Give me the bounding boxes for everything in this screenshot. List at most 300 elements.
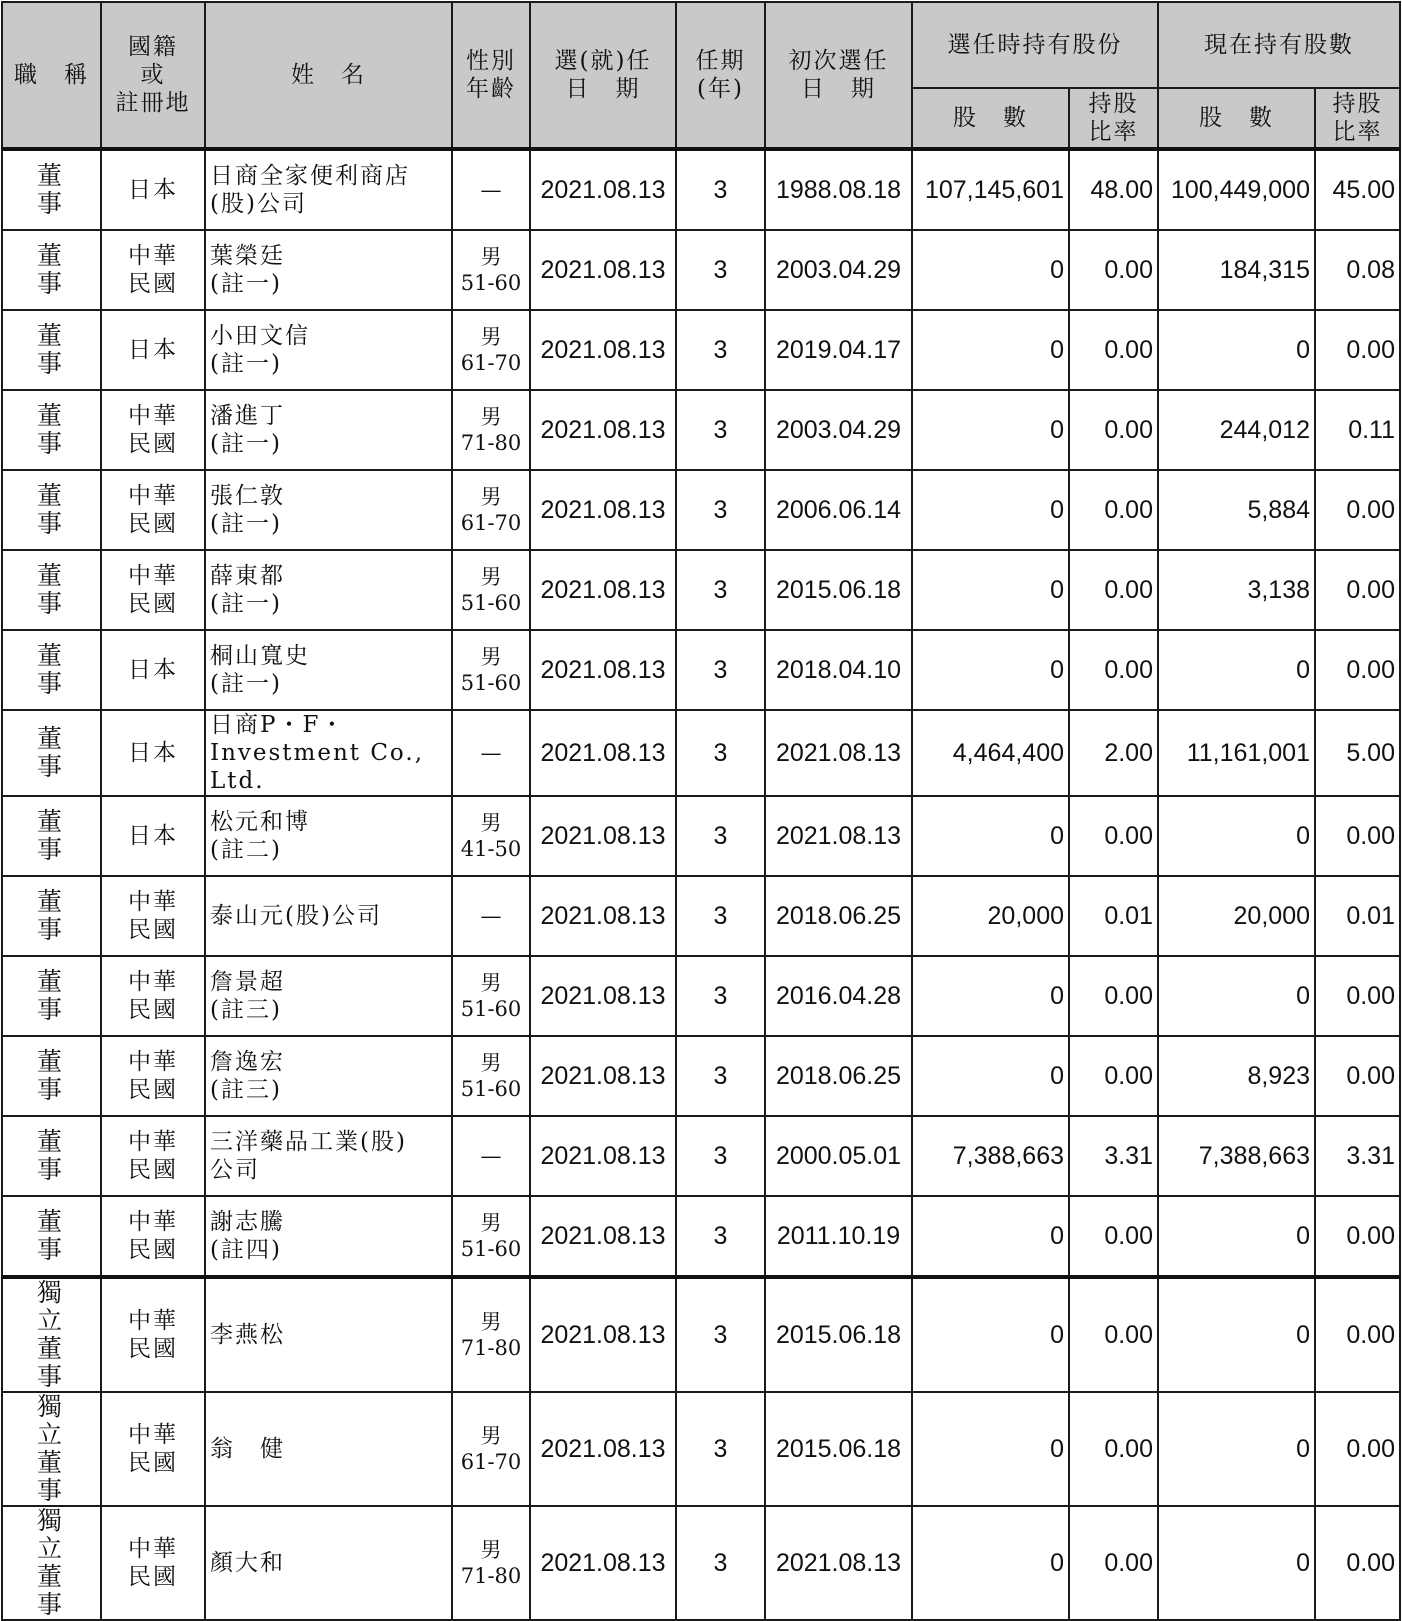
cell-first-elected-text: 1988.08.18 <box>775 176 902 204</box>
table-row <box>2 149 1400 230</box>
cell-current-ratio-text: 0.00 <box>1346 576 1395 604</box>
cell-current-ratio <box>1315 956 1400 1036</box>
cell-ratio-at-election-text: 0.00 <box>1104 1222 1153 1250</box>
cell-ratio-at-election <box>1069 149 1158 230</box>
cell-name <box>205 796 452 876</box>
cell-title <box>2 310 108 390</box>
cell-gender-age-text: 男 61-70 <box>460 485 522 535</box>
table-row <box>2 796 1400 876</box>
cell-appointed-date <box>530 470 676 550</box>
cell-title-text: 董 事 <box>36 161 108 218</box>
cell-name-text: 日商全家便利商店 (股)公司 <box>210 163 410 217</box>
cell-gender-age <box>452 149 530 230</box>
cell-gender-age-text: 男 71-80 <box>460 405 522 455</box>
cell-title <box>2 630 108 710</box>
cell-title-text: 董 事 <box>36 887 108 944</box>
cell-appointed-date <box>530 1036 676 1116</box>
table-row <box>2 1196 1400 1277</box>
cell-current-ratio-text: 0.00 <box>1346 1321 1395 1349</box>
cell-first-elected-text: 2015.06.18 <box>775 1435 902 1463</box>
cell-title-text: 獨 立 董 事 <box>36 1392 72 1505</box>
header-shares-election-count: 股 數 <box>912 88 1069 149</box>
cell-nationality <box>101 1277 205 1392</box>
cell-shares-at-election <box>912 876 1069 956</box>
cell-current-ratio-text: 0.11 <box>1348 416 1395 444</box>
cell-shares-at-election-text: 0 <box>1050 1321 1064 1349</box>
cell-current-ratio <box>1315 1506 1400 1620</box>
cell-name <box>205 1506 452 1620</box>
cell-appointed-date <box>530 956 676 1036</box>
cell-shares-at-election <box>912 1196 1069 1277</box>
cell-name <box>205 470 452 550</box>
cell-title-text: 董 事 <box>36 321 108 378</box>
cell-appointed-date-text: 2021.08.13 <box>540 336 666 364</box>
cell-title <box>2 390 108 470</box>
cell-appointed-date <box>530 1277 676 1392</box>
cell-first-elected <box>765 710 912 796</box>
cell-term-text: 3 <box>713 256 728 284</box>
header-appointed-date: 選(就)任 日 期 <box>530 2 676 149</box>
cell-title-text: 董 事 <box>36 481 108 538</box>
cell-current-shares <box>1158 1506 1315 1620</box>
cell-title <box>2 796 108 876</box>
cell-ratio-at-election <box>1069 470 1158 550</box>
cell-appointed-date-text: 2021.08.13 <box>540 902 666 930</box>
cell-nationality-text: 日本 <box>128 823 178 849</box>
cell-current-shares <box>1158 796 1315 876</box>
cell-shares-at-election-text: 0 <box>1050 416 1064 444</box>
cell-ratio-at-election-text: 0.00 <box>1104 822 1153 850</box>
cell-current-ratio <box>1315 710 1400 796</box>
cell-name <box>205 1277 452 1392</box>
cell-title-text: 董 事 <box>36 641 108 698</box>
cell-shares-at-election-text: 0 <box>1050 256 1064 284</box>
cell-term-text: 3 <box>713 1142 728 1170</box>
cell-name-text: 葉榮廷 (註一) <box>210 243 285 297</box>
cell-current-shares-text: 184,315 <box>1219 256 1310 284</box>
cell-ratio-at-election <box>1069 710 1158 796</box>
cell-term-text: 3 <box>713 982 728 1010</box>
cell-current-ratio <box>1315 876 1400 956</box>
cell-current-ratio-text: 0.01 <box>1346 902 1395 930</box>
cell-nationality-text: 中華 民國 <box>128 1422 178 1476</box>
cell-shares-at-election-text: 7,388,663 <box>952 1142 1064 1170</box>
cell-appointed-date <box>530 550 676 630</box>
cell-first-elected <box>765 550 912 630</box>
cell-name <box>205 1392 452 1506</box>
cell-term-text: 3 <box>713 1222 728 1250</box>
cell-ratio-at-election <box>1069 796 1158 876</box>
cell-gender-age <box>452 1506 530 1620</box>
cell-nationality <box>101 1116 205 1196</box>
cell-nationality <box>101 876 205 956</box>
cell-term-text: 3 <box>713 1062 728 1090</box>
cell-name <box>205 550 452 630</box>
cell-term-text: 3 <box>713 416 728 444</box>
table-row <box>2 1392 1400 1506</box>
cell-term <box>676 710 765 796</box>
cell-name <box>205 1196 452 1277</box>
cell-term-text: 3 <box>713 1549 728 1577</box>
cell-shares-at-election <box>912 710 1069 796</box>
header-gender-age: 性別 年齡 <box>452 2 530 149</box>
cell-term <box>676 876 765 956</box>
cell-term <box>676 1392 765 1506</box>
cell-title-text: 董 事 <box>36 401 108 458</box>
table-row <box>2 310 1400 390</box>
cell-first-elected <box>765 1277 912 1392</box>
cell-shares-at-election-text: 0 <box>1050 1062 1064 1090</box>
cell-nationality <box>101 1196 205 1277</box>
cell-shares-at-election-text: 0 <box>1050 982 1064 1010</box>
cell-name <box>205 876 452 956</box>
cell-name-text: 李燕松 <box>210 1322 285 1348</box>
cell-gender-age <box>452 230 530 310</box>
cell-appointed-date-text: 2021.08.13 <box>540 822 666 850</box>
cell-name-text: 張仁敦 (註一) <box>210 483 285 537</box>
cell-ratio-at-election <box>1069 1392 1158 1506</box>
cell-appointed-date-text: 2021.08.13 <box>540 176 666 204</box>
cell-first-elected-text: 2019.04.17 <box>775 336 902 364</box>
table-row <box>2 876 1400 956</box>
cell-name <box>205 1036 452 1116</box>
cell-name <box>205 310 452 390</box>
cell-title <box>2 710 108 796</box>
cell-ratio-at-election-text: 0.00 <box>1104 496 1153 524</box>
cell-gender-age-text: 男 51-60 <box>460 245 522 295</box>
cell-shares-at-election <box>912 1392 1069 1506</box>
cell-gender-age <box>452 310 530 390</box>
header-shares-current-count: 股 數 <box>1158 88 1315 149</box>
cell-gender-age <box>452 876 530 956</box>
cell-current-ratio <box>1315 1116 1400 1196</box>
cell-name <box>205 230 452 310</box>
table-row <box>2 1506 1400 1620</box>
cell-nationality <box>101 149 205 230</box>
cell-ratio-at-election-text: 0.00 <box>1104 576 1153 604</box>
cell-title-text: 董 事 <box>36 561 108 618</box>
cell-title <box>2 230 108 310</box>
cell-nationality-text: 中華 民國 <box>128 563 178 617</box>
cell-current-shares-text: 0 <box>1296 822 1310 850</box>
cell-shares-at-election-text: 0 <box>1050 1222 1064 1250</box>
cell-nationality-text: 日本 <box>128 740 178 766</box>
cell-title <box>2 470 108 550</box>
cell-nationality <box>101 390 205 470</box>
cell-current-shares-text: 0 <box>1296 656 1310 684</box>
table-body <box>2 149 1400 1620</box>
cell-term-text: 3 <box>713 822 728 850</box>
cell-current-shares <box>1158 230 1315 310</box>
cell-nationality-text: 日本 <box>128 337 178 363</box>
header-term: 任期 (年) <box>676 2 765 149</box>
cell-term-text: 3 <box>713 576 728 604</box>
table-row <box>2 470 1400 550</box>
cell-title-text: 獨 立 董 事 <box>36 1506 72 1619</box>
cell-current-shares <box>1158 710 1315 796</box>
cell-nationality-text: 日本 <box>128 177 178 203</box>
cell-first-elected-text: 2018.06.25 <box>775 902 902 930</box>
cell-term <box>676 390 765 470</box>
cell-first-elected <box>765 1196 912 1277</box>
cell-current-ratio <box>1315 390 1400 470</box>
cell-name <box>205 710 452 796</box>
cell-nationality-text: 日本 <box>128 657 178 683</box>
cell-title-text: 董 事 <box>36 967 108 1024</box>
header-current-shares: 現在持有股數 <box>1158 2 1400 88</box>
cell-current-ratio-text: 5.00 <box>1346 739 1395 767</box>
directors-table <box>1 1 1401 1621</box>
cell-first-elected-text: 2021.08.13 <box>775 739 902 767</box>
cell-shares-at-election-text: 4,464,400 <box>952 739 1064 767</box>
cell-shares-at-election <box>912 550 1069 630</box>
cell-name-text: 薛東都 (註一) <box>210 563 285 617</box>
cell-title-text: 董 事 <box>36 724 108 781</box>
cell-name-text: 詹景超 (註三) <box>210 969 285 1023</box>
cell-name <box>205 1116 452 1196</box>
cell-ratio-at-election <box>1069 1116 1158 1196</box>
cell-gender-age-text: 男 71-80 <box>460 1538 522 1588</box>
cell-first-elected-text: 2021.08.13 <box>775 822 902 850</box>
cell-nationality <box>101 630 205 710</box>
cell-appointed-date-text: 2021.08.13 <box>540 1062 666 1090</box>
cell-first-elected <box>765 956 912 1036</box>
cell-current-shares-text: 0 <box>1296 1549 1310 1577</box>
cell-shares-at-election-text: 107,145,601 <box>924 176 1064 204</box>
cell-shares-at-election <box>912 1506 1069 1620</box>
cell-current-ratio <box>1315 1196 1400 1277</box>
cell-gender-age-text: — <box>480 741 502 765</box>
cell-title <box>2 1036 108 1116</box>
cell-ratio-at-election <box>1069 1506 1158 1620</box>
cell-first-elected-text: 2011.10.19 <box>776 1222 901 1250</box>
cell-current-ratio <box>1315 1036 1400 1116</box>
cell-term <box>676 230 765 310</box>
cell-title <box>2 1506 101 1620</box>
header-first-elected: 初次選任 日 期 <box>765 2 912 149</box>
cell-first-elected <box>765 1116 912 1196</box>
cell-current-shares <box>1158 390 1315 470</box>
cell-current-shares <box>1158 876 1315 956</box>
cell-term <box>676 796 765 876</box>
cell-appointed-date <box>530 876 676 956</box>
cell-shares-at-election <box>912 1116 1069 1196</box>
table-row <box>2 1277 1400 1392</box>
cell-current-shares <box>1158 1196 1315 1277</box>
cell-title <box>2 1196 108 1277</box>
header-title: 職 稱 <box>2 2 101 149</box>
cell-shares-at-election <box>912 1277 1069 1392</box>
cell-name-text: 松元和博 (註二) <box>210 809 310 863</box>
cell-gender-age-text: 男 51-60 <box>460 565 522 615</box>
cell-nationality <box>101 230 205 310</box>
cell-current-ratio-text: 0.00 <box>1346 496 1395 524</box>
cell-gender-age <box>452 550 530 630</box>
cell-shares-at-election <box>912 630 1069 710</box>
cell-term-text: 3 <box>713 336 728 364</box>
cell-title-text: 董 事 <box>36 1207 108 1264</box>
cell-appointed-date-text: 2021.08.13 <box>540 739 666 767</box>
cell-nationality-text: 中華 民國 <box>128 1536 178 1590</box>
cell-ratio-at-election-text: 0.01 <box>1104 902 1153 930</box>
cell-gender-age-text: — <box>480 1144 502 1168</box>
cell-appointed-date <box>530 1116 676 1196</box>
cell-gender-age-text: 男 61-70 <box>460 1424 522 1474</box>
cell-nationality <box>101 1392 205 1506</box>
cell-appointed-date <box>530 310 676 390</box>
cell-appointed-date-text: 2021.08.13 <box>540 1435 666 1463</box>
cell-ratio-at-election <box>1069 630 1158 710</box>
cell-current-shares <box>1158 1116 1315 1196</box>
cell-nationality-text: 中華 民國 <box>128 1049 178 1103</box>
cell-first-elected-text: 2018.04.10 <box>775 656 902 684</box>
cell-shares-at-election <box>912 310 1069 390</box>
cell-title <box>2 1277 101 1392</box>
cell-current-shares-text: 244,012 <box>1219 416 1310 444</box>
cell-nationality <box>101 710 205 796</box>
header-shares-election-ratio: 持股 比率 <box>1069 88 1158 149</box>
cell-shares-at-election-text: 0 <box>1050 1435 1064 1463</box>
cell-nationality <box>101 796 205 876</box>
cell-term <box>676 1196 765 1277</box>
cell-term <box>676 149 765 230</box>
cell-title-text: 獨 立 董 事 <box>36 1278 72 1391</box>
cell-appointed-date-text: 2021.08.13 <box>540 416 666 444</box>
cell-name-text: 日商P・F・ Investment Co., Ltd. <box>210 712 424 794</box>
cell-title-text: 董 事 <box>36 1047 108 1104</box>
cell-current-ratio-text: 0.00 <box>1346 656 1395 684</box>
cell-name-text: 詹逸宏 (註三) <box>210 1049 285 1103</box>
cell-ratio-at-election <box>1069 876 1158 956</box>
cell-appointed-date <box>530 149 676 230</box>
cell-appointed-date <box>530 796 676 876</box>
cell-appointed-date <box>530 1392 676 1506</box>
cell-current-shares-text: 20,000 <box>1233 902 1310 930</box>
cell-current-shares-text: 8,923 <box>1247 1062 1310 1090</box>
cell-title-text: 董 事 <box>36 241 108 298</box>
cell-current-ratio-text: 0.00 <box>1346 982 1395 1010</box>
cell-first-elected <box>765 149 912 230</box>
cell-shares-at-election-text: 0 <box>1050 656 1064 684</box>
cell-ratio-at-election-text: 0.00 <box>1104 1062 1153 1090</box>
cell-name-text: 三洋藥品工業(股) 公司 <box>210 1129 407 1183</box>
cell-nationality-text: 中華 民國 <box>128 969 178 1023</box>
cell-nationality-text: 中華 民國 <box>128 1308 178 1362</box>
cell-current-ratio <box>1315 1277 1400 1392</box>
cell-nationality <box>101 956 205 1036</box>
cell-ratio-at-election-text: 0.00 <box>1104 1435 1153 1463</box>
cell-term <box>676 310 765 390</box>
cell-name-text: 翁 健 <box>210 1436 285 1462</box>
cell-term-text: 3 <box>713 739 728 767</box>
cell-current-ratio-text: 45.00 <box>1332 176 1395 204</box>
cell-gender-age <box>452 796 530 876</box>
cell-term-text: 3 <box>713 1435 728 1463</box>
cell-gender-age <box>452 470 530 550</box>
table-row <box>2 1036 1400 1116</box>
cell-gender-age-text: 男 51-60 <box>460 1051 522 1101</box>
cell-first-elected <box>765 230 912 310</box>
cell-current-ratio-text: 0.00 <box>1346 822 1395 850</box>
cell-appointed-date-text: 2021.08.13 <box>540 656 666 684</box>
cell-appointed-date-text: 2021.08.13 <box>540 576 666 604</box>
cell-term <box>676 470 765 550</box>
cell-appointed-date-text: 2021.08.13 <box>540 1321 666 1349</box>
cell-appointed-date <box>530 230 676 310</box>
cell-first-elected <box>765 470 912 550</box>
cell-nationality-text: 中華 民國 <box>128 889 178 943</box>
cell-current-shares <box>1158 1277 1315 1392</box>
cell-gender-age-text: 男 51-60 <box>460 971 522 1021</box>
cell-appointed-date-text: 2021.08.13 <box>540 1142 666 1170</box>
cell-current-shares <box>1158 1036 1315 1116</box>
cell-appointed-date <box>530 390 676 470</box>
cell-first-elected-text: 2021.08.13 <box>775 1549 902 1577</box>
cell-term-text: 3 <box>713 176 728 204</box>
cell-current-shares <box>1158 956 1315 1036</box>
cell-appointed-date <box>530 630 676 710</box>
cell-first-elected-text: 2016.04.28 <box>775 982 902 1010</box>
cell-gender-age <box>452 1116 530 1196</box>
cell-current-ratio-text: 3.31 <box>1346 1142 1395 1170</box>
cell-first-elected-text: 2018.06.25 <box>775 1062 902 1090</box>
cell-title-text: 董 事 <box>36 807 108 864</box>
cell-shares-at-election-text: 0 <box>1050 822 1064 850</box>
cell-current-shares-text: 0 <box>1296 1435 1310 1463</box>
cell-appointed-date-text: 2021.08.13 <box>540 982 666 1010</box>
cell-term <box>676 1116 765 1196</box>
cell-current-ratio <box>1315 149 1400 230</box>
cell-first-elected <box>765 390 912 470</box>
cell-current-ratio <box>1315 1392 1400 1506</box>
cell-current-shares <box>1158 470 1315 550</box>
table-row <box>2 630 1400 710</box>
cell-appointed-date-text: 2021.08.13 <box>540 256 666 284</box>
cell-name <box>205 390 452 470</box>
table-row <box>2 550 1400 630</box>
cell-first-elected <box>765 630 912 710</box>
cell-term-text: 3 <box>713 496 728 524</box>
cell-name-text: 謝志騰 (註四) <box>210 1209 285 1263</box>
table-row <box>2 710 1400 796</box>
cell-ratio-at-election-text: 0.00 <box>1104 336 1153 364</box>
cell-gender-age-text: — <box>480 178 502 202</box>
cell-current-shares <box>1158 310 1315 390</box>
cell-title <box>2 956 108 1036</box>
cell-appointed-date <box>530 710 676 796</box>
cell-appointed-date-text: 2021.08.13 <box>540 496 666 524</box>
cell-nationality <box>101 1506 205 1620</box>
cell-current-shares-text: 0 <box>1296 336 1310 364</box>
cell-name-text: 桐山寬史 (註一) <box>210 643 310 697</box>
cell-shares-at-election <box>912 796 1069 876</box>
cell-name-text: 小田文信 (註一) <box>210 323 310 377</box>
cell-shares-at-election-text: 0 <box>1050 496 1064 524</box>
cell-appointed-date-text: 2021.08.13 <box>540 1222 666 1250</box>
cell-first-elected-text: 2003.04.29 <box>775 416 902 444</box>
cell-gender-age-text: — <box>480 904 502 928</box>
cell-ratio-at-election <box>1069 1277 1158 1392</box>
cell-current-ratio <box>1315 630 1400 710</box>
cell-term <box>676 630 765 710</box>
cell-first-elected-text: 2006.06.14 <box>775 496 902 524</box>
cell-term-text: 3 <box>713 902 728 930</box>
cell-nationality <box>101 470 205 550</box>
cell-term <box>676 550 765 630</box>
cell-shares-at-election-text: 20,000 <box>987 902 1064 930</box>
cell-gender-age-text: 男 41-50 <box>460 811 522 861</box>
cell-term-text: 3 <box>713 1321 728 1349</box>
